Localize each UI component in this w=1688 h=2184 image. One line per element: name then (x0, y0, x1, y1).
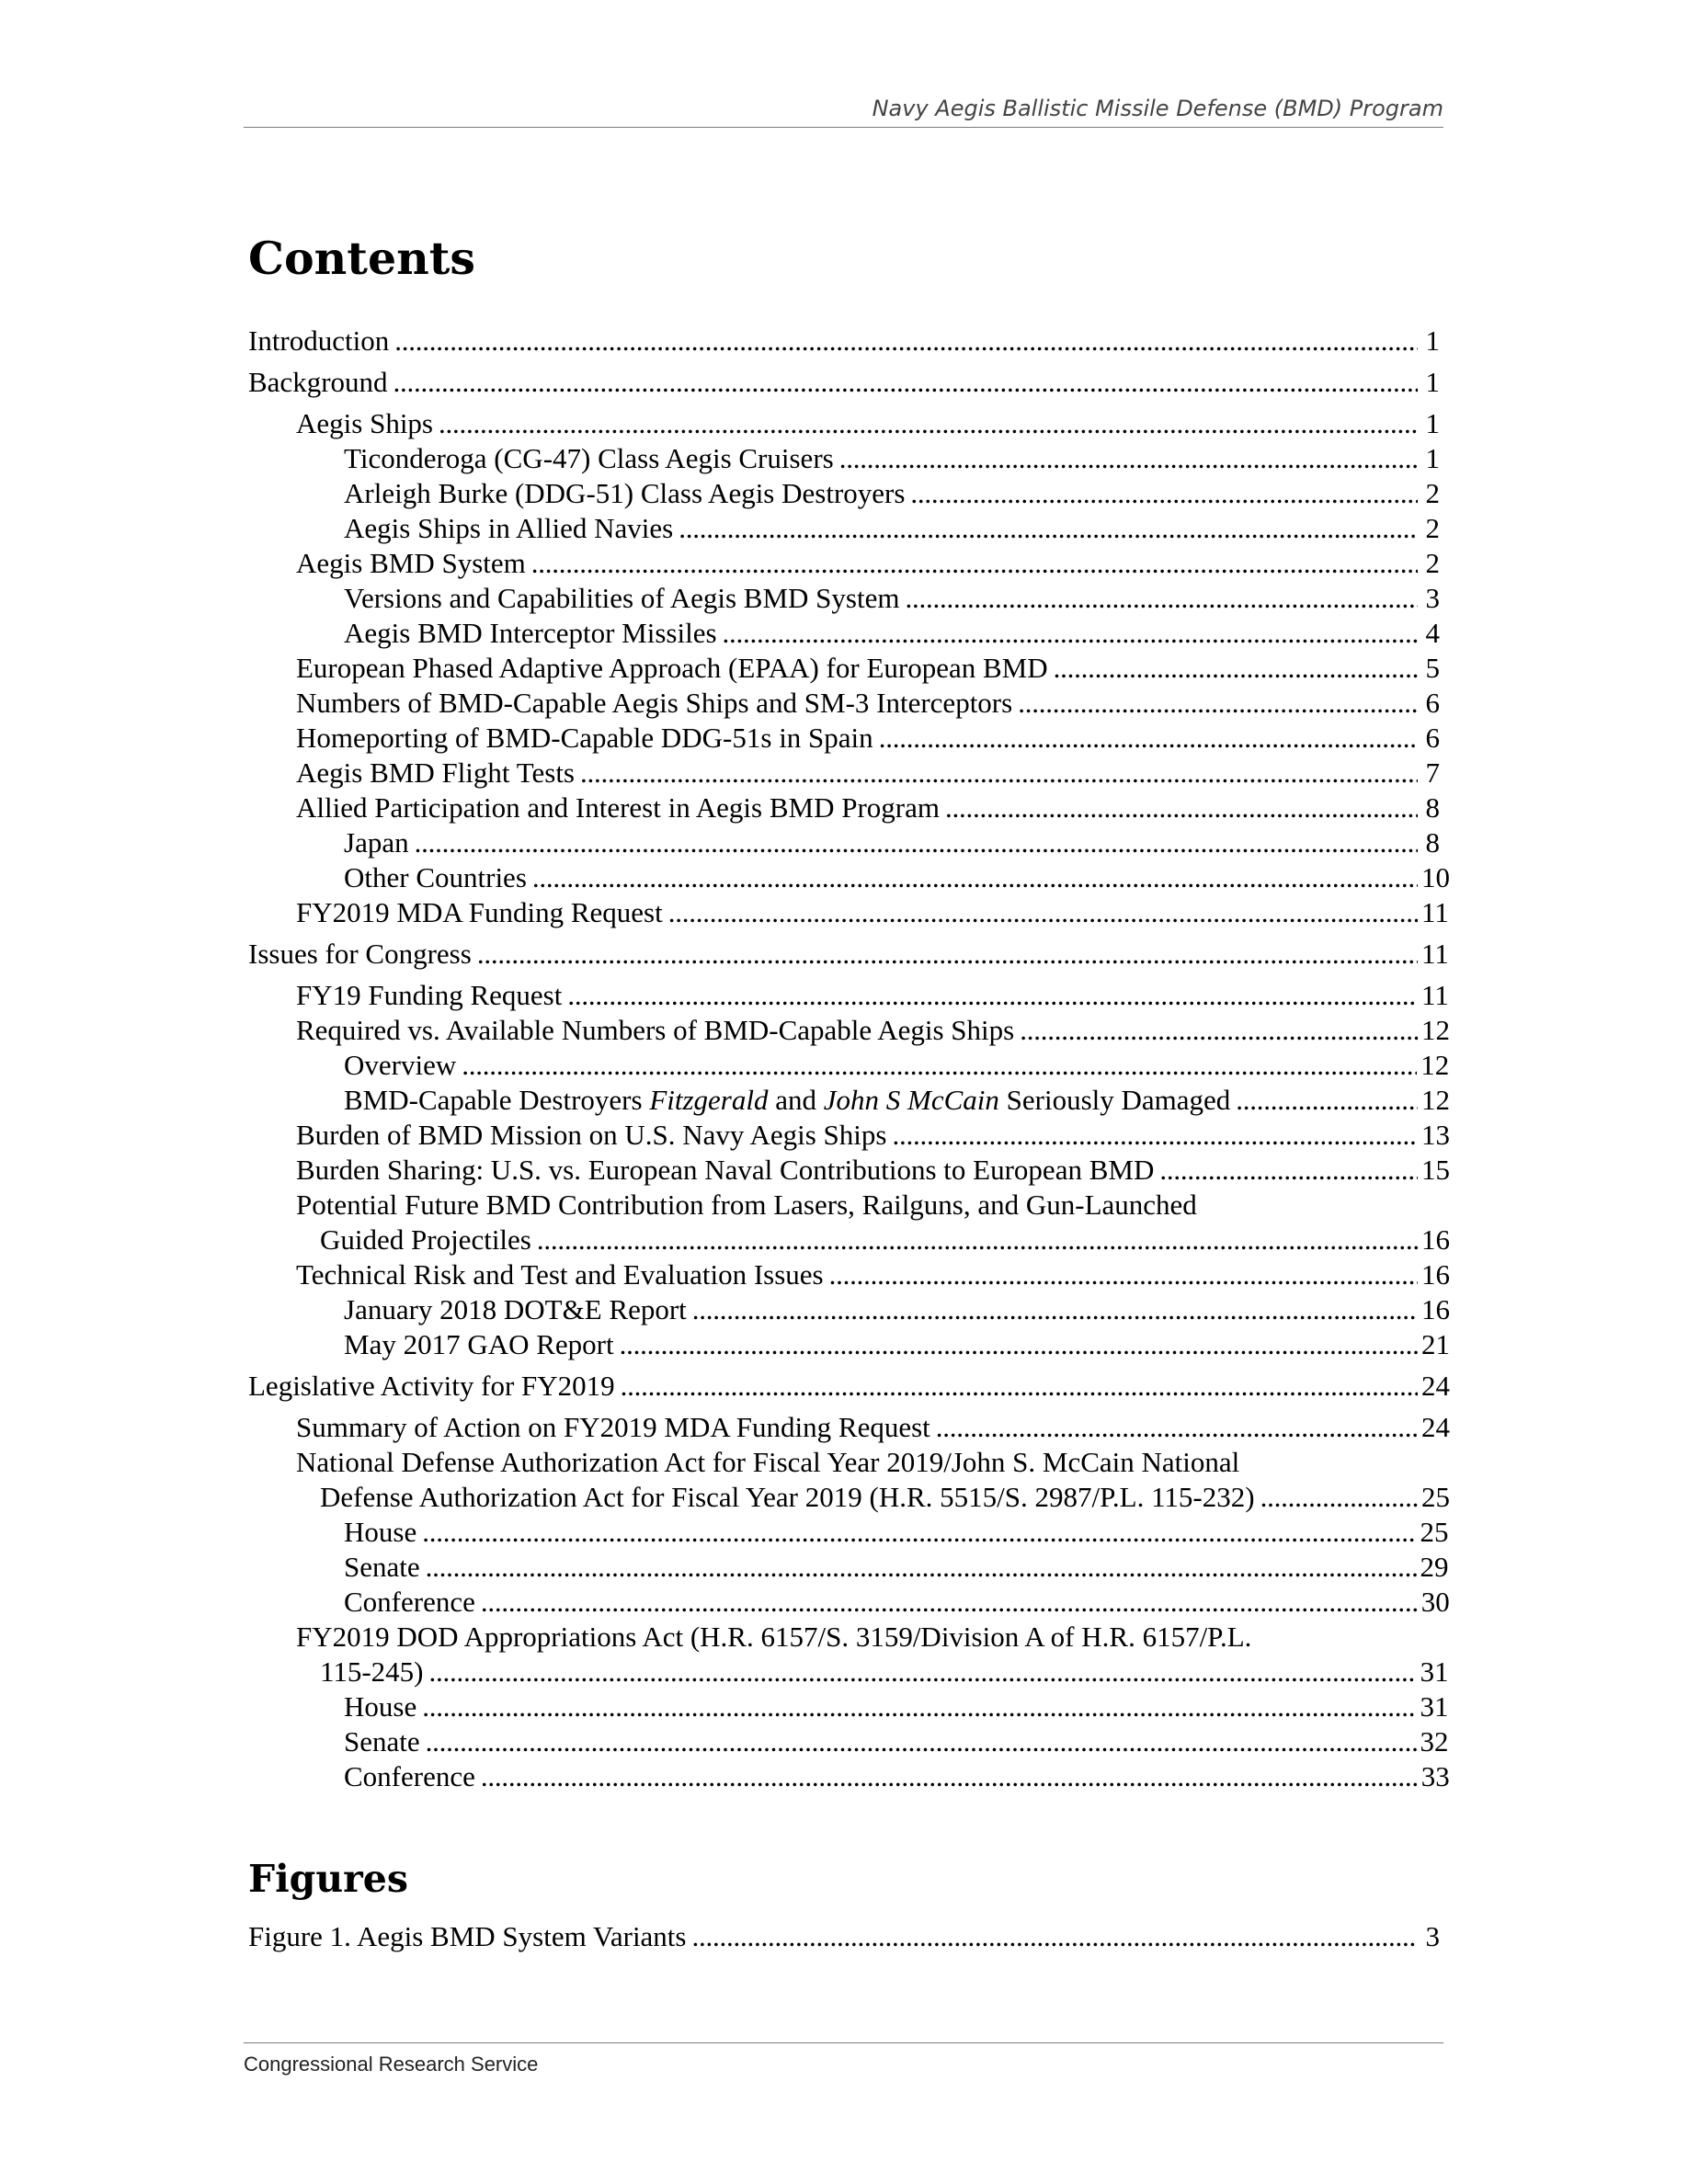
page-number: 12 (1421, 1084, 1450, 1116)
toc-entry[interactable]: Legislative Activity for FY2019 . . . 24 (248, 1369, 1440, 1404)
figures-heading: Figures (248, 1857, 408, 1901)
page-number: 15 (1421, 1154, 1450, 1186)
toc-entry[interactable]: Potential Future BMD Contribution from Lasers, Railguns, and Gun-Launched Guided Projectiles . . . 16 (248, 1188, 1440, 1257)
toc-entry[interactable]: Required vs. Available Numbers of BMD-Capable Aegis Ships . . . 12 (248, 1013, 1440, 1048)
toc-entry[interactable]: Allied Participation and Interest in Aegis BMD Program . . . 8 (248, 791, 1440, 825)
toc-entry[interactable]: House . . . 31 (248, 1689, 1440, 1724)
toc-entry[interactable]: Arleigh Burke (DDG-51) Class Aegis Destroyers . . . 2 (248, 476, 1440, 511)
toc-entry[interactable]: Aegis Ships in Allied Navies . . . 2 (248, 511, 1440, 546)
toc-entry[interactable]: Aegis BMD Flight Tests . . . 7 (248, 756, 1440, 791)
toc-entry[interactable]: Senate . . . 32 (248, 1724, 1440, 1759)
page-number: 29 (1420, 1551, 1449, 1583)
page-number: 4 (1425, 617, 1440, 649)
page-number: 11 (1421, 979, 1449, 1011)
toc-entry[interactable]: January 2018 DOT&E Report . . . 16 (248, 1292, 1440, 1327)
toc-entry[interactable]: Homeporting of BMD-Capable DDG-51s in Spain . . . 6 (248, 721, 1440, 756)
page-number: 2 (1425, 477, 1440, 509)
toc-entry[interactable]: Background . . . 1 (248, 365, 1440, 400)
running-footer: Congressional Research Service (244, 2042, 1443, 2076)
page-number: 3 (1425, 582, 1440, 614)
toc-entry[interactable]: National Defense Authorization Act for Fiscal Year 2019/John S. McCain National Defense Authorization Act for Fiscal Year 2019 (H.R. 5515/S. 2987/P.L. 115-232) . . . 25 (248, 1445, 1440, 1515)
page-number: 10 (1421, 861, 1450, 893)
page-number: 13 (1421, 1119, 1450, 1151)
page-number: 1 (1425, 442, 1440, 474)
page-number: 31 (1420, 1655, 1449, 1688)
toc-entry[interactable]: Senate . . . 29 (248, 1550, 1440, 1585)
toc-entry[interactable]: House . . . 25 (248, 1515, 1440, 1550)
toc-entry[interactable]: Numbers of BMD-Capable Aegis Ships and SM-3 Interceptors . . . 6 (248, 686, 1440, 721)
toc-entry[interactable]: Burden of BMD Mission on U.S. Navy Aegis Ships . . . 13 (248, 1118, 1440, 1153)
page-number: 25 (1421, 1481, 1450, 1513)
table-of-contents (248, 317, 1450, 1794)
toc-entry[interactable]: European Phased Adaptive Approach (EPAA) for European BMD . . . 5 (248, 651, 1440, 686)
page-number: 8 (1425, 791, 1440, 824)
toc-entry[interactable]: FY19 Funding Request . . . 11 (248, 978, 1440, 1013)
toc-entry[interactable]: Overview . . . 12 (248, 1048, 1440, 1083)
page-number: 12 (1420, 1049, 1450, 1081)
contents-heading: Contents (248, 232, 475, 285)
page-number: 6 (1425, 687, 1440, 719)
page-number: 21 (1421, 1328, 1450, 1360)
toc-entry[interactable]: May 2017 GAO Report . . . 21 (248, 1327, 1440, 1362)
page-number: 11 (1421, 938, 1449, 970)
page-number: 24 (1421, 1370, 1450, 1402)
page-number: 30 (1420, 1586, 1450, 1618)
page-number: 16 (1421, 1223, 1450, 1256)
page-number: 16 (1421, 1293, 1450, 1325)
page-number: 12 (1421, 1014, 1450, 1046)
page-number: 7 (1425, 756, 1440, 789)
toc-entry[interactable]: FY2019 DOD Appropriations Act (H.R. 6157/S. 3159/Division A of H.R. 6157/P.L. 115-245) . . . 31 (248, 1620, 1440, 1689)
toc-entry[interactable]: Burden Sharing: U.S. vs. European Naval Contributions to European BMD . . . 15 (248, 1153, 1440, 1188)
page-number: 2 (1425, 547, 1440, 579)
page-number: 1 (1425, 324, 1440, 357)
page-number: 32 (1420, 1725, 1449, 1757)
ship-name: Fitzgerald (649, 1084, 769, 1116)
page-number: 2 (1425, 512, 1440, 544)
toc-entry[interactable]: Issues for Congress . . . 11 (248, 937, 1440, 972)
toc-entry[interactable]: Ticonderoga (CG-47) Class Aegis Cruisers . . . 1 (248, 441, 1440, 476)
toc-entry[interactable]: Summary of Action on FY2019 MDA Funding Request . . . 24 (248, 1410, 1440, 1445)
page-number: 1 (1425, 407, 1440, 439)
toc-entry[interactable]: Aegis BMD System . . . 2 (248, 546, 1440, 581)
toc-entry[interactable]: FY2019 MDA Funding Request . . . 11 (248, 895, 1440, 930)
page-number: 5 (1425, 652, 1440, 684)
page-number: 6 (1425, 722, 1440, 754)
toc-entry[interactable]: Japan . . . 8 (248, 825, 1440, 860)
page-number: 25 (1420, 1516, 1449, 1548)
toc-entry[interactable]: Versions and Capabilities of Aegis BMD System . . . 3 (248, 581, 1440, 616)
ship-name: John S McCain (823, 1084, 999, 1116)
figure-entry[interactable]: Figure 1. Aegis BMD System Variants . . . 3 (248, 1919, 1440, 1954)
toc-entry[interactable]: Conference . . . 30 (248, 1585, 1440, 1620)
running-header: Navy Aegis Ballistic Missile Defense (BMD) Program (244, 96, 1443, 128)
toc-entry[interactable]: Aegis BMD Interceptor Missiles . . . 4 (248, 616, 1440, 651)
page-number: 1 (1425, 366, 1440, 398)
toc-entry[interactable]: Conference . . . 33 (248, 1759, 1440, 1794)
toc-entry[interactable]: Aegis Ships . . . 1 (248, 406, 1440, 441)
page-number: 11 (1421, 896, 1449, 928)
toc-entry[interactable]: BMD-Capable Destroyers Fitzgerald and John S McCain Seriously Damaged . . . 12 (248, 1083, 1440, 1118)
page-number: 3 (1425, 1920, 1440, 1952)
list-of-figures (248, 1919, 1440, 1954)
page-number: 33 (1420, 1760, 1450, 1792)
page-number: 8 (1425, 826, 1440, 859)
toc-entry[interactable]: Other Countries . . . 10 (248, 860, 1440, 895)
page-number: 16 (1421, 1258, 1450, 1291)
page-number: 31 (1420, 1690, 1449, 1723)
page-number: 24 (1421, 1411, 1450, 1443)
toc-entry[interactable]: Introduction . . . 1 (248, 324, 1440, 358)
toc-entry[interactable]: Technical Risk and Test and Evaluation Issues . . . 16 (248, 1257, 1440, 1292)
